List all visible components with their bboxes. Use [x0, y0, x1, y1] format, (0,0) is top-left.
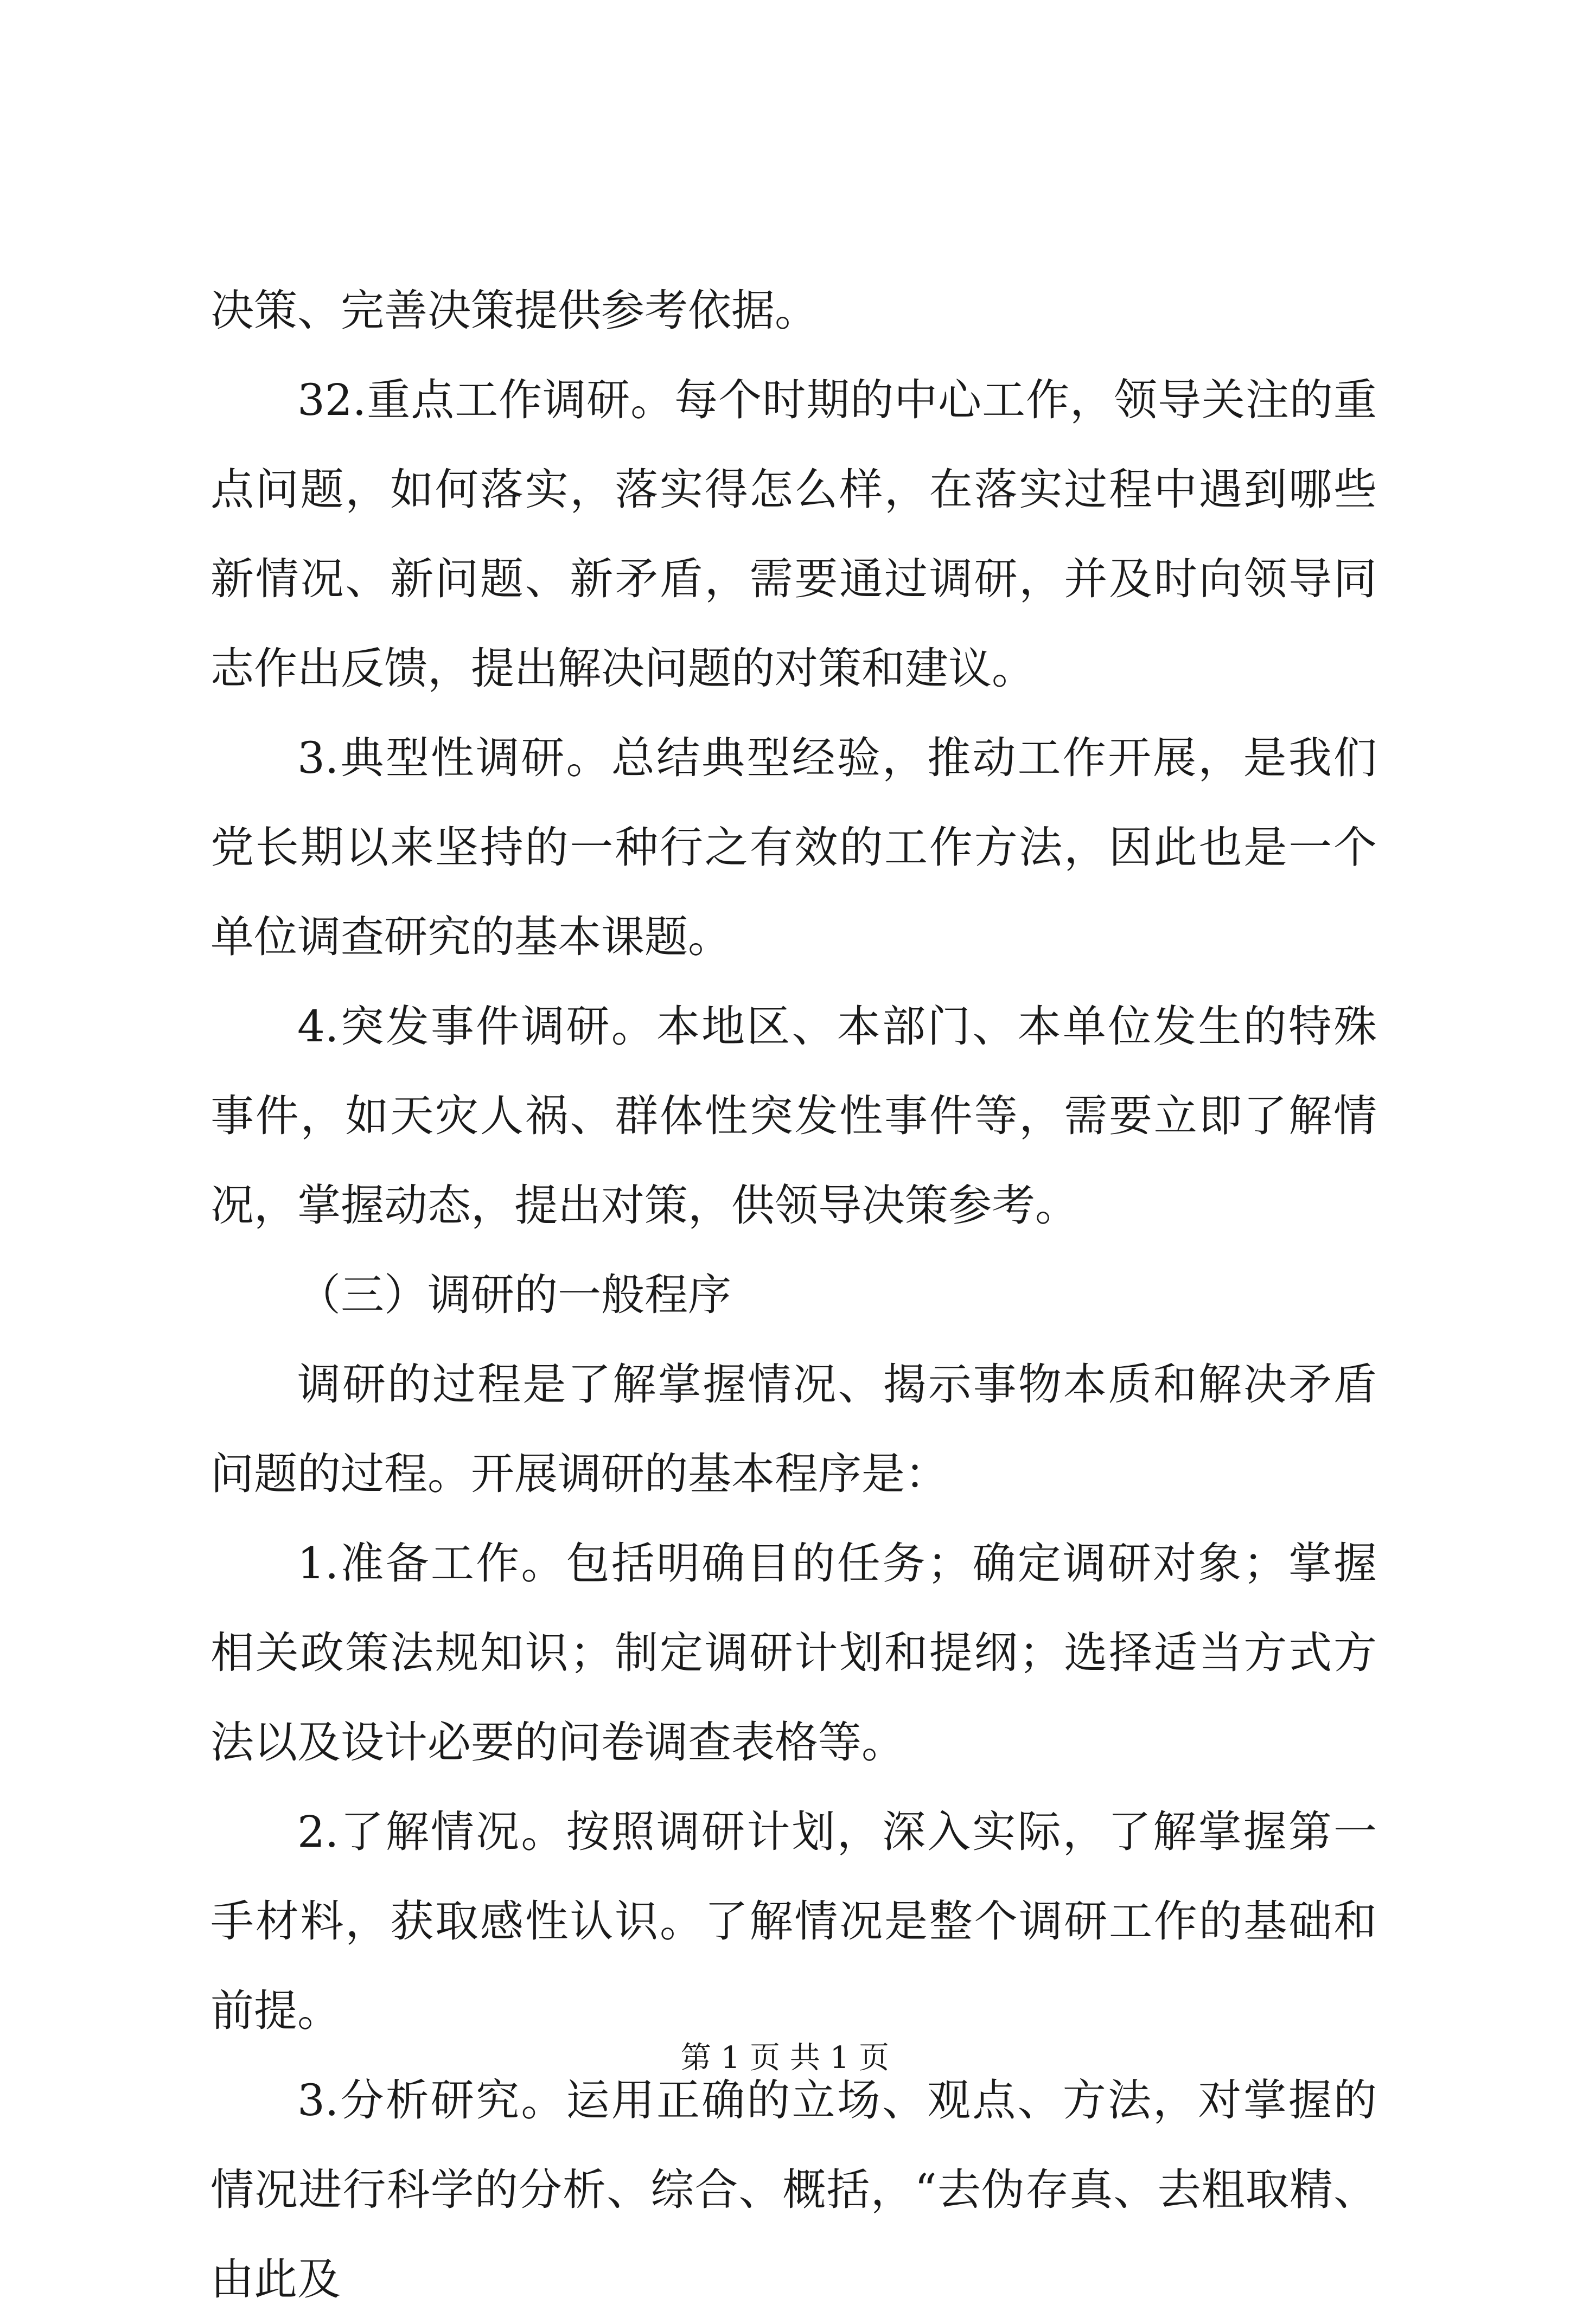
paragraph-7: 2.了解情况。按照调研计划，深入实际，了解掌握第一手材料，获取感性认识。了解情况是整个调研工作的基础和前提。	[210, 1807, 1377, 2036]
page-footer: 第 1 页 共 1 页	[680, 2040, 890, 2076]
paragraph-6: 1.准备工作。包括明确目的任务；确定调研对象；掌握相关政策法规知识；制定调研计划和提纲；选择适当方式方法以及设计必要的问卷调查表格等。	[210, 1538, 1377, 1768]
paragraph-5: 调研的过程是了解掌握情况、揭示事物本质和解决矛盾问题的过程。开展调研的基本程序是：	[210, 1359, 1377, 1499]
paragraph-2: 32.重点工作调研。每个时期的中心工作，领导关注的重点问题，如何落实，落实得怎么样，在落实过程中遇到哪些新情况、新问题、新矛盾，需要通过调研，并及时向领导同志作出反馈，提出解决问题的对策和建议。	[210, 375, 1377, 694]
paragraph-3: 3.典型性调研。总结典型经验，推动工作开展，是我们党长期以来坚持的一种行之有效的工作方法，因此也是一个单位调查研究的基本课题。	[210, 733, 1377, 962]
section-heading: （三）调研的一般程序	[297, 1270, 731, 1320]
document-body	[210, 266, 1377, 2324]
paragraph-8: 3.分析研究。运用正确的立场、观点、方法，对掌握的情况进行科学的分析、综合、概括，“去伪存真、去粗取精、由此及	[210, 2075, 1377, 2304]
paragraph-1: 决策、完善决策提供参考依据。	[210, 285, 818, 336]
paragraph-4: 4.突发事件调研。本地区、本部门、本单位发生的特殊事件，如天灾人祸、群体性突发性事件等，需要立即了解情况，掌握动态，提出对策，供领导决策参考。	[210, 1001, 1377, 1231]
